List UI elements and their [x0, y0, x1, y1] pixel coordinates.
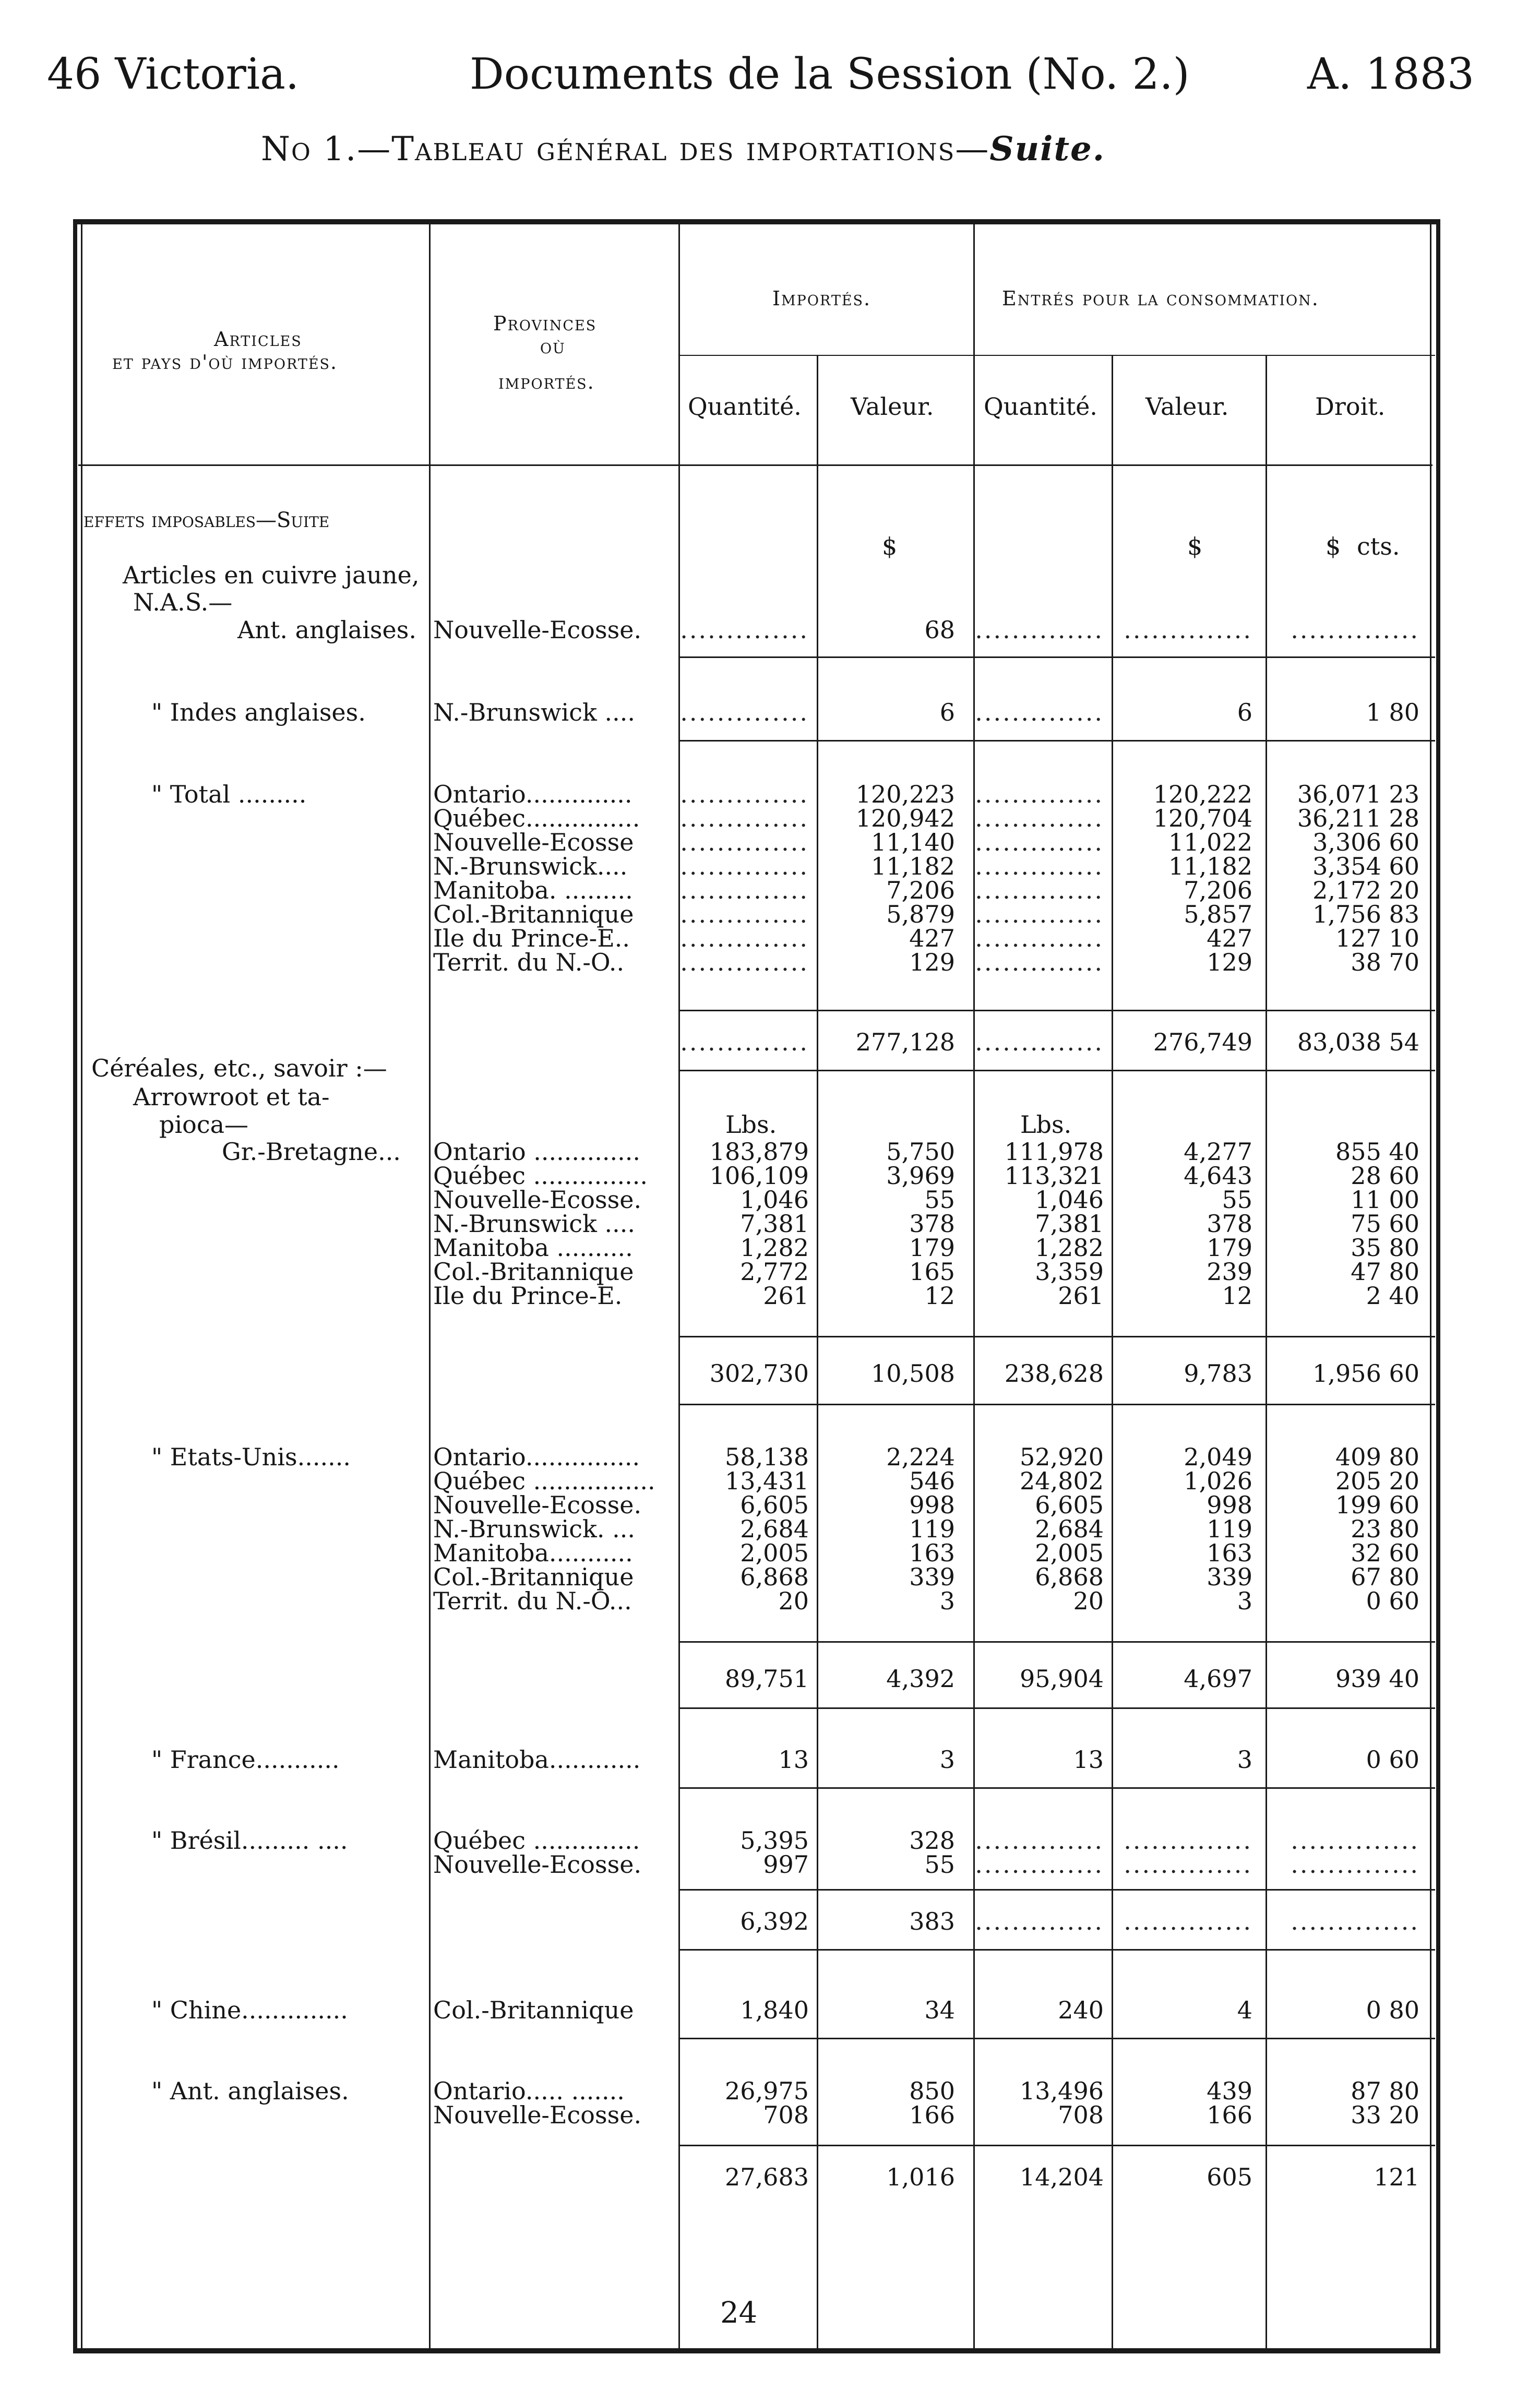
col-header-importes: Importés. [772, 287, 872, 310]
cell-entered-value: 998 [1207, 1491, 1252, 1519]
cell-duty: 32 60 [1351, 1539, 1419, 1567]
article-etats-unis: " Etats-Unis....... [151, 1443, 351, 1471]
col-header-provinces-1: Provinces [493, 312, 597, 335]
cell-entered-value: 55 [1222, 1186, 1252, 1214]
col-header-entres: Entrés pour la consommation. [1002, 287, 1319, 310]
col-sep-ev [1266, 355, 1267, 2348]
cell-import-qty: 2,684 [740, 1515, 809, 1543]
cell-province: Territ. du N.-O... [433, 1587, 632, 1615]
cell-entered-qty: 52,920 [1020, 1443, 1104, 1471]
col-header-quantite: Quantité. [688, 392, 802, 421]
cell-import-qty: 261 [763, 1282, 809, 1310]
cell-import-qty: 58,138 [725, 1443, 809, 1471]
cell-import-qty: 6,392 [740, 1907, 809, 1935]
frame-bottom [73, 2348, 1440, 2353]
cell-import-qty: 1,282 [740, 1234, 809, 1262]
cell-import-qty: .............. [680, 698, 809, 726]
cell-import-value: 7,206 [886, 876, 955, 904]
header-rule-bottom [78, 464, 1432, 466]
table-row-sum [0, 1665, 1540, 1693]
cell-import-value: 427 [909, 924, 955, 952]
table-row [0, 1587, 1540, 1615]
cell-import-qty: 13 [778, 1746, 809, 1774]
cell-import-qty: .............. [680, 924, 809, 952]
sum-rule [678, 2145, 1435, 2146]
cell-import-qty: 26,975 [725, 2077, 809, 2105]
cell-entered-qty: 14,204 [1020, 2163, 1104, 2191]
cell-entered-qty: .............. [975, 1028, 1104, 1056]
cell-import-qty: .............. [680, 616, 809, 644]
cell-entered-value: 9,783 [1184, 1359, 1252, 1388]
sum-rule [678, 1889, 1435, 1891]
cell-entered-value: 2,049 [1184, 1443, 1252, 1471]
cell-import-qty: 106,109 [709, 1162, 809, 1190]
cell-entered-qty: 261 [1058, 1282, 1104, 1310]
cell-entered-qty: 2,684 [1035, 1515, 1104, 1543]
cell-entered-qty: 13,496 [1020, 2077, 1104, 2105]
cell-import-qty: .............. [680, 828, 809, 856]
cell-entered-qty: 13 [1073, 1746, 1104, 1774]
cell-entered-qty: .............. [975, 924, 1104, 952]
cell-duty: 23 80 [1351, 1515, 1419, 1543]
cell-entered-qty: .............. [975, 1907, 1104, 1935]
cell-entered-value: 179 [1207, 1234, 1252, 1262]
header-rule-sub [678, 355, 1435, 356]
cell-entered-qty: 3,359 [1035, 1258, 1104, 1286]
cell-entered-qty: 1,046 [1035, 1186, 1104, 1214]
table-row [0, 1746, 1540, 1774]
cell-province: Manitoba........... [433, 1539, 633, 1567]
unit-iv: $ [882, 532, 898, 560]
cell-entered-qty: 20 [1073, 1587, 1104, 1615]
cell-entered-qty: 238,628 [1004, 1359, 1104, 1388]
sum-rule [678, 1641, 1435, 1643]
cell-duty: .............. [1291, 1907, 1419, 1935]
col-sep-iq [817, 355, 818, 2348]
cell-entered-value: 163 [1207, 1539, 1252, 1567]
cell-duty: 205 20 [1335, 1467, 1419, 1495]
cell-import-qty: 5,395 [740, 1826, 809, 1855]
cell-duty: 36,211 28 [1297, 804, 1419, 832]
col-header-articles-1: Articles [214, 328, 302, 351]
cell-entered-qty: 7,381 [1035, 1210, 1104, 1238]
cell-entered-value: 4,277 [1184, 1138, 1252, 1166]
cell-import-value: 850 [909, 2077, 955, 2105]
section-effets: effets imposables—Suite [83, 508, 330, 532]
cell-duty: 28 60 [1351, 1162, 1419, 1190]
cell-entered-qty: 111,978 [1004, 1138, 1104, 1166]
cell-entered-value: .............. [1124, 616, 1252, 644]
cell-import-value: 120,942 [855, 804, 955, 832]
article-cereales-1: Céréales, etc., savoir :— [91, 1054, 387, 1082]
table-row [0, 1996, 1540, 2024]
cell-import-qty: 1,046 [740, 1186, 809, 1214]
cell-entered-value: .............. [1124, 1907, 1252, 1935]
cell-entered-qty: 240 [1058, 1996, 1104, 2024]
cell-import-value: 383 [909, 1907, 955, 1935]
cell-province: Ontario..... ....... [433, 2077, 625, 2105]
running-header-left: 46 Victoria. [47, 50, 300, 99]
cell-entered-value: 339 [1207, 1563, 1252, 1591]
cell-entered-value: 378 [1207, 1210, 1252, 1238]
table-row [0, 1850, 1540, 1879]
cell-duty: 47 80 [1351, 1258, 1419, 1286]
cell-import-value: 5,879 [886, 900, 955, 928]
cell-province: Québec .............. [433, 1826, 640, 1855]
cell-import-qty: .............. [680, 780, 809, 808]
cell-entered-qty: 6,605 [1035, 1491, 1104, 1519]
cell-import-qty: 6,605 [740, 1491, 809, 1519]
cell-entered-qty: 95,904 [1020, 1665, 1104, 1693]
cell-duty: 855 40 [1335, 1138, 1419, 1166]
cell-import-value: 339 [909, 1563, 955, 1591]
cell-entered-value: 12 [1222, 1282, 1252, 1310]
cell-duty: 199 60 [1335, 1491, 1419, 1519]
cell-duty: 35 80 [1351, 1234, 1419, 1262]
cell-import-value: 3 [939, 1587, 955, 1615]
cell-entered-value: 4,697 [1184, 1665, 1252, 1693]
cell-province: Nouvelle-Ecosse [433, 828, 634, 856]
cell-entered-qty: .............. [975, 804, 1104, 832]
cell-import-value: 55 [924, 1850, 955, 1879]
cell-province: Manitoba............ [433, 1746, 641, 1774]
cell-import-qty: 89,751 [725, 1665, 809, 1693]
cell-import-qty: 302,730 [709, 1359, 809, 1388]
cell-province: Ontario .............. [433, 1138, 640, 1166]
cell-import-value: 179 [909, 1234, 955, 1262]
cell-import-qty: 1,840 [740, 1996, 809, 2024]
cell-duty: 127 10 [1335, 924, 1419, 952]
cell-entered-value: 6 [1237, 698, 1252, 726]
cell-duty: 1,956 60 [1312, 1359, 1419, 1388]
cell-duty: 87 80 [1351, 2077, 1419, 2105]
cell-entered-value: 3 [1237, 1746, 1252, 1774]
cell-import-value: 34 [924, 1996, 955, 2024]
sum-rule [678, 1949, 1435, 1951]
cell-import-value: 277,128 [855, 1028, 955, 1056]
cell-import-value: 2,224 [886, 1443, 955, 1471]
sum-rule [678, 1787, 1435, 1789]
cell-entered-value: 4 [1237, 1996, 1252, 2024]
cell-entered-value: 7,206 [1184, 876, 1252, 904]
cell-province: Ontario............... [433, 1443, 640, 1471]
cell-entered-qty: 1,282 [1035, 1234, 1104, 1262]
cell-entered-qty: 708 [1058, 2101, 1104, 2129]
article-chine: " Chine.............. [151, 1996, 348, 2024]
cell-entered-qty: .............. [975, 948, 1104, 976]
cell-import-value: 378 [909, 1210, 955, 1238]
cell-province: N.-Brunswick .... [433, 698, 635, 726]
page-number: 24 [720, 2296, 758, 2330]
frame-top [73, 219, 1440, 224]
cell-import-value: 129 [909, 948, 955, 976]
cell-import-qty: .............. [680, 1028, 809, 1056]
cell-import-qty: 997 [763, 1850, 809, 1879]
running-header-center: Documents de la Session (No. 2.) [470, 50, 1190, 99]
table-row [0, 1282, 1540, 1310]
cell-entered-qty: 113,321 [1004, 1162, 1104, 1190]
table-title-main: No 1.—Tableau général des importations— [261, 130, 990, 169]
cell-province: Ontario.............. [433, 780, 632, 808]
table-row-sum [0, 1907, 1540, 1935]
table-row-sum [0, 1359, 1540, 1388]
cell-duty: 33 20 [1351, 2101, 1419, 2129]
cell-entered-value: 439 [1207, 2077, 1252, 2105]
cell-entered-qty: .............. [975, 1850, 1104, 1879]
table-title [261, 129, 1105, 169]
article-ant-anglaises: " Ant. anglaises. [151, 2077, 349, 2105]
cell-import-value: 5,750 [886, 1138, 955, 1166]
cell-duty: 83,038 54 [1297, 1028, 1419, 1056]
article-bresil: " Brésil......... .... [151, 1826, 348, 1855]
sum-rule [678, 1070, 1435, 1071]
cell-import-qty: 183,879 [709, 1138, 809, 1166]
cell-province: Québec............... [433, 804, 640, 832]
cell-import-qty: 7,381 [740, 1210, 809, 1238]
col-header-valeur: Valeur. [851, 392, 934, 421]
cell-entered-value: .............. [1124, 1850, 1252, 1879]
sum-rule [678, 1010, 1435, 1011]
cell-entered-qty: .............. [975, 780, 1104, 808]
unit-dr-cts: cts. [1357, 532, 1400, 560]
cell-import-qty: 708 [763, 2101, 809, 2129]
cell-province: Québec ............... [433, 1162, 648, 1190]
cell-import-qty: 6,868 [740, 1563, 809, 1591]
cell-entered-value: .............. [1124, 1826, 1252, 1855]
cell-province: Col.-Britannique [433, 1563, 634, 1591]
cell-entered-qty: .............. [975, 828, 1104, 856]
table-row [0, 698, 1540, 726]
cell-duty: 1 80 [1366, 698, 1419, 726]
cell-province: Nouvelle-Ecosse. [433, 1491, 642, 1519]
cell-province: Ile du Prince-E.. [433, 924, 630, 952]
cell-import-qty: .............. [680, 948, 809, 976]
cell-import-value: 11,140 [871, 828, 955, 856]
cell-duty: 38 70 [1351, 948, 1419, 976]
table-row [0, 948, 1540, 976]
cell-duty: 2 40 [1366, 1282, 1419, 1310]
cell-duty: 0 60 [1366, 1746, 1419, 1774]
cell-entered-qty: .............. [975, 900, 1104, 928]
cell-province: Nouvelle-Ecosse. [433, 1850, 642, 1879]
cell-import-value: 328 [909, 1826, 955, 1855]
cell-duty: 67 80 [1351, 1563, 1419, 1591]
cell-duty: 1,756 83 [1312, 900, 1419, 928]
cell-import-value: 163 [909, 1539, 955, 1567]
cell-duty: 0 80 [1366, 1996, 1419, 2024]
table-row-sum [0, 2163, 1540, 2191]
cell-province: Nouvelle-Ecosse. [433, 2101, 642, 2129]
unit-lbs: Lbs. [725, 1110, 777, 1139]
sum-rule [678, 1336, 1435, 1337]
table-row [0, 616, 1540, 644]
cell-entered-qty: .............. [975, 852, 1104, 880]
cell-province: N.-Brunswick.... [433, 852, 628, 880]
col-sep-eq [1112, 355, 1113, 2348]
cell-entered-value: 1,026 [1184, 1467, 1252, 1495]
cell-entered-qty: 24,802 [1020, 1467, 1104, 1495]
cell-entered-qty: .............. [975, 1826, 1104, 1855]
sum-rule [678, 1404, 1435, 1405]
cell-import-qty: 13,431 [725, 1467, 809, 1495]
cell-entered-value: 120,222 [1153, 780, 1252, 808]
article-france: " France........... [151, 1746, 340, 1774]
cell-entered-value: 119 [1207, 1515, 1252, 1543]
cell-province: Territ. du N.-O.. [433, 948, 625, 976]
cell-duty: 11 00 [1351, 1186, 1419, 1214]
cell-entered-value: 166 [1207, 2101, 1252, 2129]
cell-import-qty: .............. [680, 852, 809, 880]
cell-duty: .............. [1291, 1850, 1419, 1879]
cell-import-qty: 2,005 [740, 1539, 809, 1567]
table-row-sum [0, 1028, 1540, 1056]
cell-entered-value: 11,182 [1168, 852, 1252, 880]
cell-import-value: 3 [939, 1746, 955, 1774]
cell-import-qty: 20 [778, 1587, 809, 1615]
cell-entered-qty: .............. [975, 876, 1104, 904]
cell-entered-qty: .............. [975, 698, 1104, 726]
cell-import-value: 12 [924, 1282, 955, 1310]
col-header-provinces-2: où [540, 335, 566, 358]
cell-province: Col.-Britannique [433, 900, 634, 928]
cell-duty: 3,354 60 [1312, 852, 1419, 880]
unit-dr-dollar: $ [1326, 532, 1341, 560]
col-header-quantite2: Quantité. [984, 392, 1097, 421]
sum-rule [678, 1707, 1435, 1709]
cell-import-qty: .............. [680, 804, 809, 832]
cell-duty: 409 80 [1335, 1443, 1419, 1471]
article-cereales-3: pioca— [159, 1110, 249, 1139]
article-indes: " Indes anglaises. [151, 698, 366, 726]
cell-import-value: 546 [909, 1467, 955, 1495]
cell-entered-value: 605 [1207, 2163, 1252, 2191]
cell-entered-value: 5,857 [1184, 900, 1252, 928]
cell-province: Col.-Britannique [433, 1258, 634, 1286]
cell-duty: .............. [1291, 616, 1419, 644]
cell-duty: 0 60 [1366, 1587, 1419, 1615]
sum-rule [678, 656, 1435, 658]
cell-import-value: 166 [909, 2101, 955, 2129]
cell-import-qty: 27,683 [725, 2163, 809, 2191]
article-ant: Ant. anglaises. [237, 616, 416, 644]
sum-rule [678, 2038, 1435, 2039]
cell-duty: .............. [1291, 1826, 1419, 1855]
article-cuivre-1: Articles en cuivre jaune, [123, 561, 420, 589]
unit-lbs-2: Lbs. [1020, 1110, 1072, 1139]
running-header-right: A. 1883 [1307, 50, 1475, 99]
unit-ev: $ [1187, 532, 1203, 560]
cell-province: Manitoba. ......... [433, 876, 633, 904]
cell-import-value: 10,508 [871, 1359, 955, 1388]
cell-province: N.-Brunswick. ... [433, 1515, 635, 1543]
cell-entered-qty: 2,005 [1035, 1539, 1104, 1567]
cell-duty: 75 60 [1351, 1210, 1419, 1238]
cell-duty: 3,306 60 [1312, 828, 1419, 856]
col-header-provinces-3: importés. [498, 370, 595, 393]
cell-import-qty: .............. [680, 900, 809, 928]
cell-entered-value: 427 [1207, 924, 1252, 952]
cell-entered-value: 3 [1237, 1587, 1252, 1615]
cell-import-value: 165 [909, 1258, 955, 1286]
cell-entered-value: 276,749 [1153, 1028, 1252, 1056]
cell-province: Col.-Britannique [433, 1996, 634, 2024]
cell-import-value: 1,016 [886, 2163, 955, 2191]
article-total: " Total ......... [151, 780, 307, 808]
cell-import-value: 119 [909, 1515, 955, 1543]
article-cereales-2: Arrowroot et ta- [133, 1083, 330, 1111]
article-cuivre-2: N.A.S.— [133, 588, 233, 616]
cell-province: N.-Brunswick .... [433, 1210, 635, 1238]
cell-import-value: 11,182 [871, 852, 955, 880]
cell-province: Nouvelle-Ecosse. [433, 1186, 642, 1214]
cell-entered-qty: .............. [975, 616, 1104, 644]
sum-rule [678, 740, 1435, 742]
cell-import-value: 120,223 [855, 780, 955, 808]
cell-duty: 121 [1374, 2163, 1419, 2191]
cell-entered-value: 239 [1207, 1258, 1252, 1286]
table-row [0, 2101, 1540, 2129]
cell-import-value: 6 [939, 698, 955, 726]
table-title-suffix: Suite. [989, 129, 1105, 169]
cell-entered-value: 4,643 [1184, 1162, 1252, 1190]
cell-province: Ile du Prince-E. [433, 1282, 623, 1310]
cell-import-value: 998 [909, 1491, 955, 1519]
article-gr-bretagne: Gr.-Bretagne... [222, 1138, 401, 1166]
cell-import-value: 3,969 [886, 1162, 955, 1190]
cell-entered-value: 11,022 [1168, 828, 1252, 856]
cell-province: Québec ................ [433, 1467, 655, 1495]
cell-import-qty: .............. [680, 876, 809, 904]
cell-import-value: 55 [924, 1186, 955, 1214]
col-header-droit: Droit. [1315, 392, 1386, 421]
cell-entered-value: 129 [1207, 948, 1252, 976]
cell-import-qty: 2,772 [740, 1258, 809, 1286]
cell-import-value: 4,392 [886, 1665, 955, 1693]
cell-province: Nouvelle-Ecosse. [433, 616, 642, 644]
cell-entered-value: 120,704 [1153, 804, 1252, 832]
cell-province: Manitoba .......... [433, 1234, 633, 1262]
cell-duty: 939 40 [1335, 1665, 1419, 1693]
cell-duty: 36,071 23 [1297, 780, 1419, 808]
cell-entered-qty: 6,868 [1035, 1563, 1104, 1591]
col-header-articles-2: et pays d'où importés. [112, 351, 338, 374]
cell-import-value: 68 [924, 616, 955, 644]
col-header-valeur2: Valeur. [1145, 392, 1229, 421]
cell-duty: 2,172 20 [1312, 876, 1419, 904]
